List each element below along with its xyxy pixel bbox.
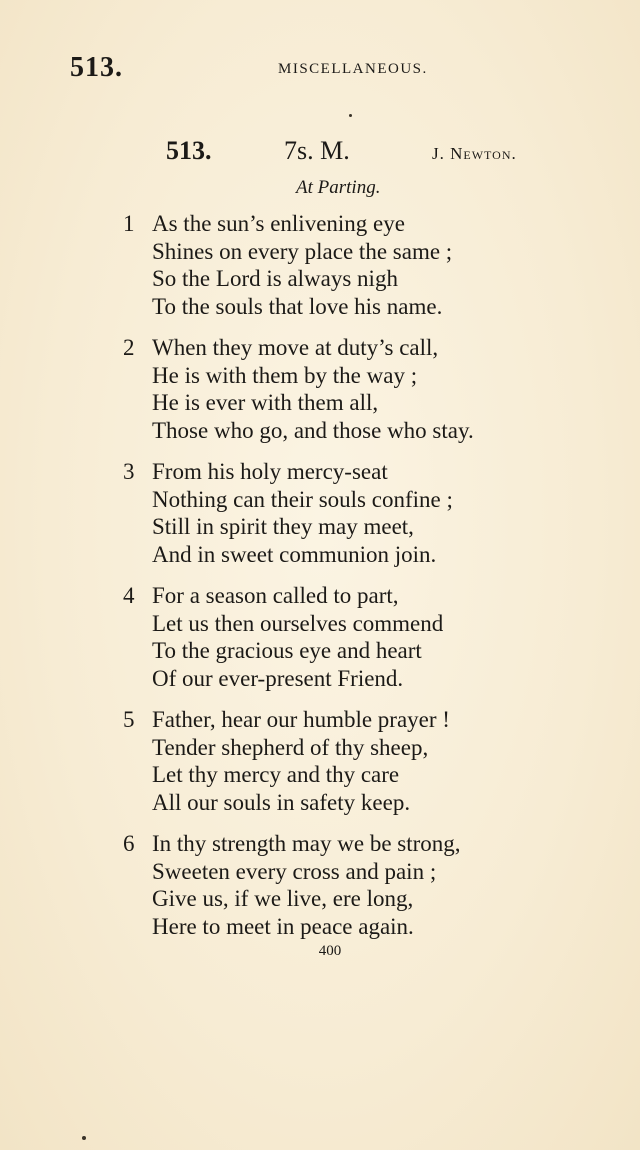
verse-number: 5 [123, 707, 135, 732]
ink-speck [349, 114, 352, 117]
verse-line: To the souls that love his name. [152, 293, 443, 319]
verse [120, 830, 600, 940]
verse-line: Of our ever-present Friend. [152, 665, 404, 691]
verse-line: When they move at duty’s call, [152, 335, 439, 360]
verse-number: 6 [123, 831, 135, 856]
verse-line: So the Lord is always nigh [152, 266, 398, 291]
verse-number: 1 [123, 211, 135, 236]
running-head [70, 52, 550, 84]
verse-line: Let thy mercy and thy care [152, 762, 400, 787]
verse-line: Give us, if we live, ere long, [152, 886, 414, 911]
hymn-occasion: At Parting. [296, 177, 381, 198]
verse-line: Tender shepherd of thy sheep, [152, 734, 429, 760]
verse-line: In thy strength may we be strong, [152, 831, 461, 856]
verse-lines [152, 830, 600, 940]
ink-speck [82, 1136, 86, 1140]
verse-lines [152, 582, 600, 692]
verse [120, 458, 600, 568]
verse-line: He is with them by the way ; [152, 362, 418, 388]
verse-number: 3 [123, 459, 135, 484]
verse-lines [152, 210, 600, 320]
verse-line: As the sun’s enlivening eye [152, 211, 405, 236]
verse-line: Shines on every place the same ; [152, 238, 453, 264]
verse-line: And in sweet communion join. [152, 541, 437, 567]
verse-line: For a season called to part, [152, 583, 399, 608]
verse-number: 4 [123, 583, 135, 608]
verse [120, 582, 600, 692]
running-head-section-title: MISCELLANEOUS. [278, 61, 428, 77]
verse-line: All our souls in safety keep. [152, 789, 411, 815]
verse-line: From his holy mercy-seat [152, 459, 388, 484]
hymn-author: J. Newton. [432, 144, 517, 163]
verse [120, 706, 600, 816]
verse-line: To the gracious eye and heart [152, 638, 422, 663]
running-head-hymn-number: 513. [70, 52, 123, 83]
verse-line: Nothing can their souls confine ; [152, 486, 453, 512]
verse-lines [152, 458, 600, 568]
verse-line: Those who go, and those who stay. [152, 417, 474, 443]
hymn-number: 513. [166, 136, 212, 165]
verse-lines [152, 706, 600, 816]
verse-line: Sweeten every cross and pain ; [152, 858, 437, 884]
verse-lines [152, 334, 600, 444]
verse-line: Father, hear our humble prayer ! [152, 707, 450, 732]
verse-number: 2 [123, 335, 135, 360]
verse [120, 334, 600, 444]
hymn-verses [120, 210, 600, 954]
hymn-header [166, 136, 566, 170]
verse-line: Still in spirit they may meet, [152, 514, 414, 539]
verse [120, 210, 600, 320]
verse-line: He is ever with them all, [152, 390, 379, 415]
verse-line: Here to meet in peace again. [152, 913, 414, 939]
page-number: 400 [318, 943, 342, 959]
verse-line: Let us then ourselves commend [152, 610, 444, 636]
hymn-meter: 7s. M. [284, 136, 350, 165]
